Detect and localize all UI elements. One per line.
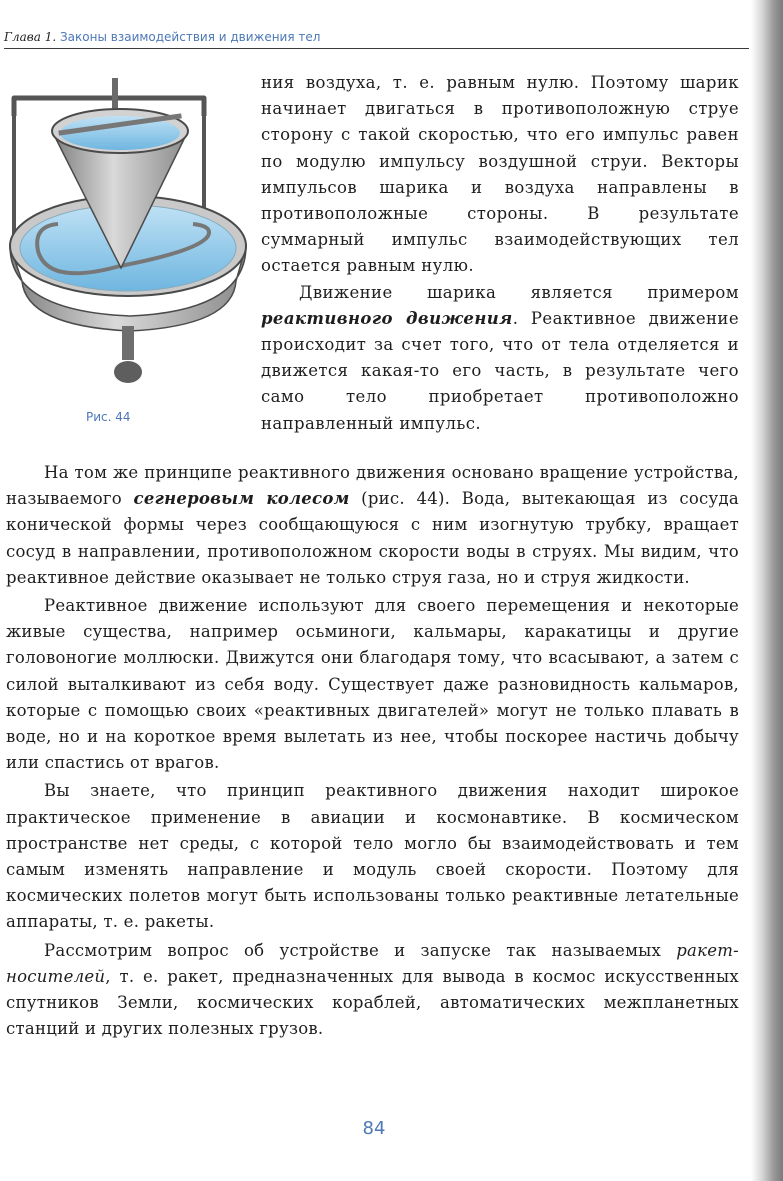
chapter-title: Законы взаимодействия и движения тел (59, 30, 321, 44)
term-launch-vehicles: ракет-носителей (6, 940, 739, 986)
stand-stem (122, 326, 134, 360)
term-reactive-motion: реактивного движения (261, 308, 513, 328)
paragraph-animals: Реактивное движение используют для своего перемещения и некоторые живые существа, например осьминоги, кальмары, каракатицы и другие головоногие моллюски. Движутся они благодаря тому, что всасывают, а затем с силой выталкивают из себя воду. Существует даже разновидность кальмаров, которые с помощью своих «реактивных двигателей» могут не только плавать в воде, но и на короткое время вылетать из нее, чтобы поскорее настичь добычу или спастись от врагов. (6, 596, 739, 773)
paragraph-segner-wheel: На том же принципе реактивного движения основано вращение устройства, называемого сегнеровым колесом (рис. 44). Вода, вытекающая из сосуда конической формы через сообщающуюся с ним изогнутую трубку, вращает сосуд в направлении, противоположном скорости воды в струях. Мы видим, что реактивное действие оказывает не только струя газа, но и струя жидкости. (6, 463, 740, 587)
figure-caption: Рис. 44 (86, 410, 131, 424)
segner-wheel-illustration (8, 76, 253, 396)
page-number: 84 (362, 1118, 386, 1139)
column-text (261, 70, 739, 437)
paragraph-aviation: Вы знаете, что принцип реактивного движения находит широкое практическое применение в авиации и космонавтике. В космическом пространстве нет среды, с которой тело могло бы взаимодействовать и тем самым изменять направление и модуль своей скорости. Поэтому для космических полетов могут быть использованы только реактивные летательные аппараты, т. е. ракеты. (6, 781, 739, 932)
chapter-label: Глава 1. (4, 30, 57, 44)
running-header (4, 30, 749, 49)
paragraph-reactive-definition: Движение шарика является примером реактивного движения. Реактивное движение происходит за счет того, что от тела отделяется и движется какая-то его часть, в результате чего само тело приобретает противоположно направленный импульс. (261, 282, 739, 433)
paragraph-continued: ния воздуха, т. е. равным нулю. Поэтому шарик начинает двигаться в противоположную струе сторону с такой скоростью, что его импульс равен по модулю импульсу воздушной струи. Векторы импульсов шарика и воздуха направлены в противоположные стороны. В результате суммарный импульс взаимодействующих тел остается равным нулю. (261, 73, 739, 276)
stand-knob (114, 361, 142, 383)
term-segner-wheel: сегнеровым колесом (133, 489, 350, 509)
paragraph-launch-vehicles: Рассмотрим вопрос об устройстве и запуске так называемых ракет-носителей, т. е. ракет, предназначенных для вывода в космос искусственных спутников Земли, космических кораблей, автоматических межпланетных станций и других полезных грузов. (6, 940, 739, 1039)
body-text (6, 460, 739, 1044)
page-edge-shadow (751, 0, 783, 1181)
